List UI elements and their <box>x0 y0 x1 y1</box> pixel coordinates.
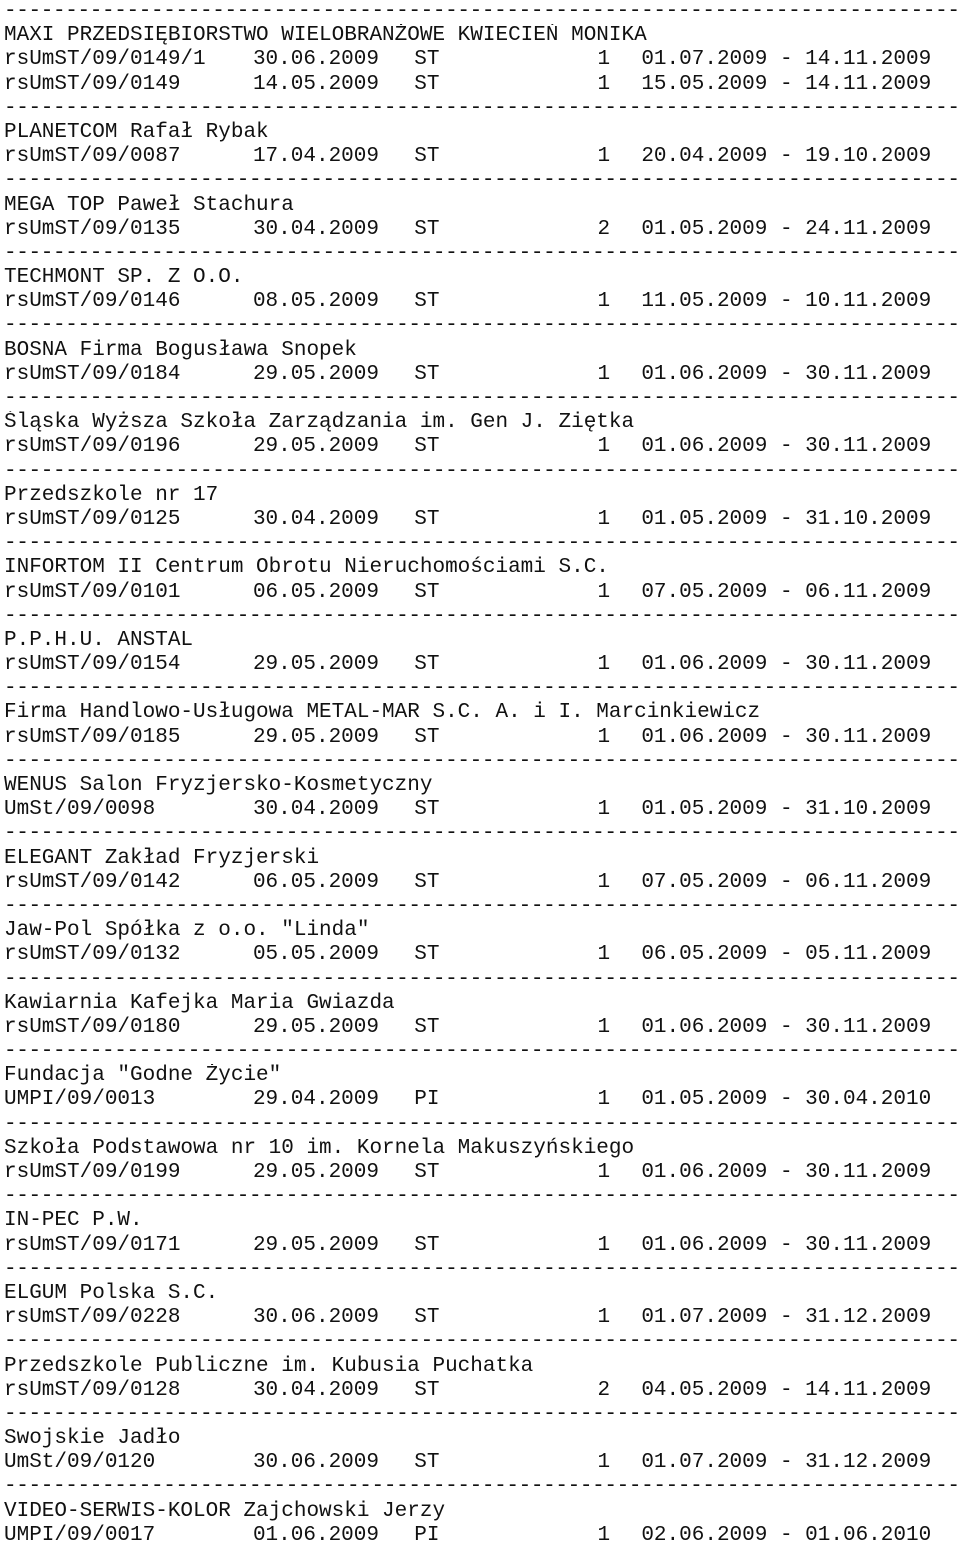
contract-period: 01.05.2009 - 24.11.2009 <box>641 217 932 241</box>
company-name: BOSNA Firma Bogusława Snopek <box>4 338 357 362</box>
contract-period: 01.06.2009 - 30.11.2009 <box>641 435 932 459</box>
separator-line: ------------------------------------------------------------------------------ <box>4 314 960 338</box>
contract-row <box>4 508 960 532</box>
contract-period: 11.05.2009 - 10.11.2009 <box>641 290 932 314</box>
contract-date: 29.05.2009 <box>252 1233 379 1257</box>
separator-line: ------------------------------------------------------------------------------ <box>4 169 960 193</box>
contract-period: 15.05.2009 - 14.11.2009 <box>641 72 932 96</box>
contract-quantity: 1 <box>597 1306 611 1330</box>
contract-quantity: 1 <box>597 943 611 967</box>
contract-date: 29.05.2009 <box>252 1161 379 1184</box>
contract-period: 01.05.2009 - 31.10.2009 <box>641 798 932 822</box>
contract-period: 01.06.2009 - 30.11.2009 <box>641 653 932 677</box>
company-name: MAXI PRZEDSIĘBIORSTWO WIELOBRANŻOWE KWIECIEŃ MONIKA <box>4 24 647 48</box>
contract-type: ST <box>414 870 440 894</box>
company-name: Przedszkole nr 17 <box>4 483 219 507</box>
contract-row <box>4 73 960 97</box>
contract-number: rsUmST/09/0146 <box>4 290 181 314</box>
contract-type: ST <box>414 580 440 604</box>
contract-type: ST <box>414 1161 440 1184</box>
contract-number: UmSt/09/0120 <box>4 1451 156 1475</box>
separator-line: ------------------------------------------------------------------------------ <box>4 967 960 991</box>
company-name: PLANETCOM Rafał Rybak <box>4 120 269 144</box>
company-name: P.P.H.U. ANSTAL <box>4 628 194 652</box>
contract-row <box>4 1234 960 1258</box>
contract-type: ST <box>414 1015 440 1039</box>
contract-date: 06.05.2009 <box>252 580 379 604</box>
company-name: Fundacja "Godne Życie" <box>4 1064 282 1088</box>
separator-line: ------------------------------------------------------------------------------ <box>4 1185 960 1209</box>
contract-date: 30.04.2009 <box>252 1378 379 1402</box>
contract-row <box>4 1016 960 1040</box>
contract-row <box>4 1161 960 1185</box>
company-name: ELEGANT Zakład Fryzjerski <box>4 846 320 870</box>
company-name: Kawiarnia Kafejka Maria Gwiazda <box>4 991 395 1015</box>
contract-type: ST <box>414 217 440 241</box>
contract-quantity: 1 <box>597 580 611 604</box>
contract-type: ST <box>414 653 440 677</box>
separator-line: ------------------------------------------------------------------------------ <box>4 677 960 701</box>
company-name: Jaw-Pol Spółka z o.o. "Linda" <box>4 919 370 943</box>
contract-date: 05.05.2009 <box>252 943 379 967</box>
contract-type: ST <box>414 1233 440 1257</box>
separator-line: ------------------------------------------------------------------------------ <box>4 894 960 918</box>
contract-date: 14.05.2009 <box>252 72 379 96</box>
contract-number: rsUmST/09/0087 <box>4 145 181 169</box>
contract-number: rsUmST/09/0199 <box>4 1161 181 1184</box>
contract-number: UMPI/09/0017 <box>4 1523 156 1547</box>
company-name: INFORTOM II Centrum Obrotu Nieruchomościami S.C. <box>4 556 609 580</box>
contract-number: rsUmST/09/0180 <box>4 1015 181 1039</box>
contract-period: 20.04.2009 - 19.10.2009 <box>641 145 932 169</box>
company-name: ELGUM Polska S.C. <box>4 1281 219 1305</box>
contract-period: 01.05.2009 - 30.04.2010 <box>641 1088 932 1112</box>
contract-row <box>4 48 960 72</box>
company-name: VIDEO-SERWIS-KOLOR Zajchowski Jerzy <box>4 1499 446 1523</box>
contract-date: 29.04.2009 <box>252 1088 379 1112</box>
contract-quantity: 1 <box>597 1233 611 1257</box>
contract-quantity: 1 <box>597 1523 611 1547</box>
contract-date: 08.05.2009 <box>252 290 379 314</box>
contract-type: ST <box>414 798 440 822</box>
company-name: IN-PEC P.W. <box>4 1209 143 1233</box>
contract-number: rsUmST/09/0228 <box>4 1306 181 1330</box>
separator-line: ------------------------------------------------------------------------------ <box>4 1257 960 1281</box>
contract-quantity: 1 <box>597 653 611 677</box>
contract-date: 29.05.2009 <box>252 362 379 386</box>
contract-type: ST <box>414 72 440 96</box>
separator-line: ------------------------------------------------------------------------------ <box>4 241 960 265</box>
contract-quantity: 1 <box>597 145 611 169</box>
contract-quantity: 1 <box>597 725 611 749</box>
contract-quantity: 1 <box>597 798 611 822</box>
contract-row <box>4 1088 960 1112</box>
contract-period: 01.06.2009 - 30.11.2009 <box>641 725 932 749</box>
contract-type: ST <box>414 1451 440 1475</box>
contract-number: rsUmST/09/0196 <box>4 435 181 459</box>
contract-row <box>4 581 960 605</box>
contract-type: ST <box>414 1306 440 1330</box>
contract-period: 01.06.2009 - 30.11.2009 <box>641 1015 932 1039</box>
contract-date: 30.06.2009 <box>252 48 379 72</box>
contract-type: PI <box>414 1088 440 1112</box>
contract-number: rsUmST/09/0184 <box>4 362 181 386</box>
contract-period: 01.07.2009 - 14.11.2009 <box>641 48 932 72</box>
contract-number: rsUmST/09/0149 <box>4 72 181 96</box>
contract-period: 01.05.2009 - 31.10.2009 <box>641 507 932 531</box>
contract-number: UmSt/09/0098 <box>4 798 156 822</box>
contract-date: 06.05.2009 <box>252 870 379 894</box>
separator-line: ------------------------------------------------------------------------------ <box>4 1112 960 1136</box>
contract-number: rsUmST/09/0135 <box>4 217 181 241</box>
company-name: Śląska Wyższa Szkoła Zarządzania im. Gen J. Ziętka <box>4 411 635 435</box>
contract-period: 07.05.2009 - 06.11.2009 <box>641 870 932 894</box>
contract-date: 29.05.2009 <box>252 435 379 459</box>
contract-quantity: 1 <box>597 507 611 531</box>
contract-period: 07.05.2009 - 06.11.2009 <box>641 580 932 604</box>
contract-period: 01.06.2009 - 30.11.2009 <box>641 1233 932 1257</box>
company-name: Szkoła Podstawowa nr 10 im. Kornela Makuszyńskiego <box>4 1136 635 1160</box>
contract-type: ST <box>414 1378 440 1402</box>
contract-number: rsUmST/09/0142 <box>4 870 181 894</box>
contract-period: 01.06.2009 - 30.11.2009 <box>641 362 932 386</box>
contract-quantity: 1 <box>597 435 611 459</box>
contract-row <box>4 653 960 677</box>
contract-row <box>4 798 960 822</box>
separator-line: ------------------------------------------------------------------------------ <box>4 459 960 483</box>
contract-date: 29.05.2009 <box>252 1015 379 1039</box>
contract-type: ST <box>414 435 440 459</box>
contract-row <box>4 218 960 242</box>
company-name: WENUS Salon Fryzjersko-Kosmetyczny <box>4 774 433 797</box>
contract-row <box>4 1451 960 1475</box>
contract-quantity: 1 <box>597 48 611 72</box>
contract-date: 30.06.2009 <box>252 1451 379 1475</box>
contract-number: rsUmST/09/0125 <box>4 507 181 531</box>
company-name: MEGA TOP Paweł Stachura <box>4 193 294 217</box>
contract-quantity: 1 <box>597 870 611 894</box>
contract-period: 01.07.2009 - 31.12.2009 <box>641 1306 932 1330</box>
separator-line: ------------------------------------------------------------------------------ <box>4 1330 960 1354</box>
contract-date: 01.06.2009 <box>252 1523 379 1547</box>
contract-row <box>4 871 960 895</box>
contract-quantity: 2 <box>597 217 611 241</box>
contract-type: ST <box>414 48 440 72</box>
separator-line: ------------------------------------------------------------------------------ <box>4 387 960 410</box>
contract-type: ST <box>414 507 440 531</box>
contract-number: rsUmST/09/0128 <box>4 1378 181 1402</box>
contract-quantity: 1 <box>597 362 611 386</box>
separator-line: ------------------------------------------------------------------------------ <box>4 749 960 773</box>
contract-type: ST <box>414 943 440 967</box>
contract-row <box>4 1379 960 1403</box>
contract-period: 01.06.2009 - 30.11.2009 <box>641 1161 932 1184</box>
contract-quantity: 1 <box>597 290 611 314</box>
company-name: TECHMONT SP. Z O.O. <box>4 266 244 290</box>
contract-number: rsUmST/09/0154 <box>4 653 181 677</box>
document-body <box>4 0 960 1548</box>
contract-row <box>4 726 960 750</box>
contract-quantity: 1 <box>597 1088 611 1112</box>
contract-date: 30.06.2009 <box>252 1306 379 1330</box>
contract-period: 02.06.2009 - 01.06.2010 <box>641 1523 932 1547</box>
contract-row <box>4 290 960 314</box>
contract-row <box>4 943 960 967</box>
contract-period: 04.05.2009 - 14.11.2009 <box>641 1378 932 1402</box>
contract-quantity: 2 <box>597 1378 611 1402</box>
contract-date: 30.04.2009 <box>252 217 379 241</box>
separator-line: ------------------------------------------------------------------------------ <box>4 604 960 628</box>
contract-quantity: 1 <box>597 1451 611 1475</box>
contract-number: rsUmST/09/0132 <box>4 943 181 967</box>
separator-line: ------------------------------------------------------------------------------ <box>4 0 960 23</box>
contract-date: 29.05.2009 <box>252 653 379 677</box>
contract-date: 17.04.2009 <box>252 145 379 169</box>
contract-type: ST <box>414 725 440 749</box>
contract-date: 29.05.2009 <box>252 725 379 749</box>
contract-number: rsUmST/09/0185 <box>4 725 181 749</box>
contract-type: PI <box>414 1523 440 1547</box>
separator-line: ------------------------------------------------------------------------------ <box>4 1040 960 1064</box>
contract-type: ST <box>414 362 440 386</box>
contract-period: 01.07.2009 - 31.12.2009 <box>641 1451 932 1475</box>
contract-period: 06.05.2009 - 05.11.2009 <box>641 943 932 967</box>
contract-row <box>4 145 960 169</box>
contract-row <box>4 1306 960 1330</box>
contract-number: rsUmST/09/0149/1 <box>4 48 206 72</box>
company-name: Swojskie Jadło <box>4 1427 181 1451</box>
contract-row <box>4 1524 960 1548</box>
contract-row <box>4 363 960 387</box>
contract-number: rsUmST/09/0101 <box>4 580 181 604</box>
separator-line: ------------------------------------------------------------------------------ <box>4 1475 960 1499</box>
separator-line: ------------------------------------------------------------------------------ <box>4 96 960 120</box>
contract-number: rsUmST/09/0171 <box>4 1233 181 1257</box>
separator-line: ------------------------------------------------------------------------------ <box>4 532 960 556</box>
contract-number: UMPI/09/0013 <box>4 1088 156 1112</box>
separator-line: ------------------------------------------------------------------------------ <box>4 1402 960 1426</box>
contract-date: 30.04.2009 <box>252 798 379 822</box>
separator-line: ------------------------------------------------------------------------------ <box>4 822 960 846</box>
contract-row <box>4 435 960 459</box>
company-name: Firma Handlowo-Usługowa METAL-MAR S.C. A. i I. Marcinkiewicz <box>4 701 761 725</box>
contract-date: 30.04.2009 <box>252 507 379 531</box>
contract-quantity: 1 <box>597 72 611 96</box>
contract-quantity: 1 <box>597 1015 611 1039</box>
contract-type: ST <box>414 290 440 314</box>
company-name: Przedszkole Publiczne im. Kubusia Puchatka <box>4 1354 534 1378</box>
contract-type: ST <box>414 145 440 169</box>
contract-quantity: 1 <box>597 1161 611 1184</box>
